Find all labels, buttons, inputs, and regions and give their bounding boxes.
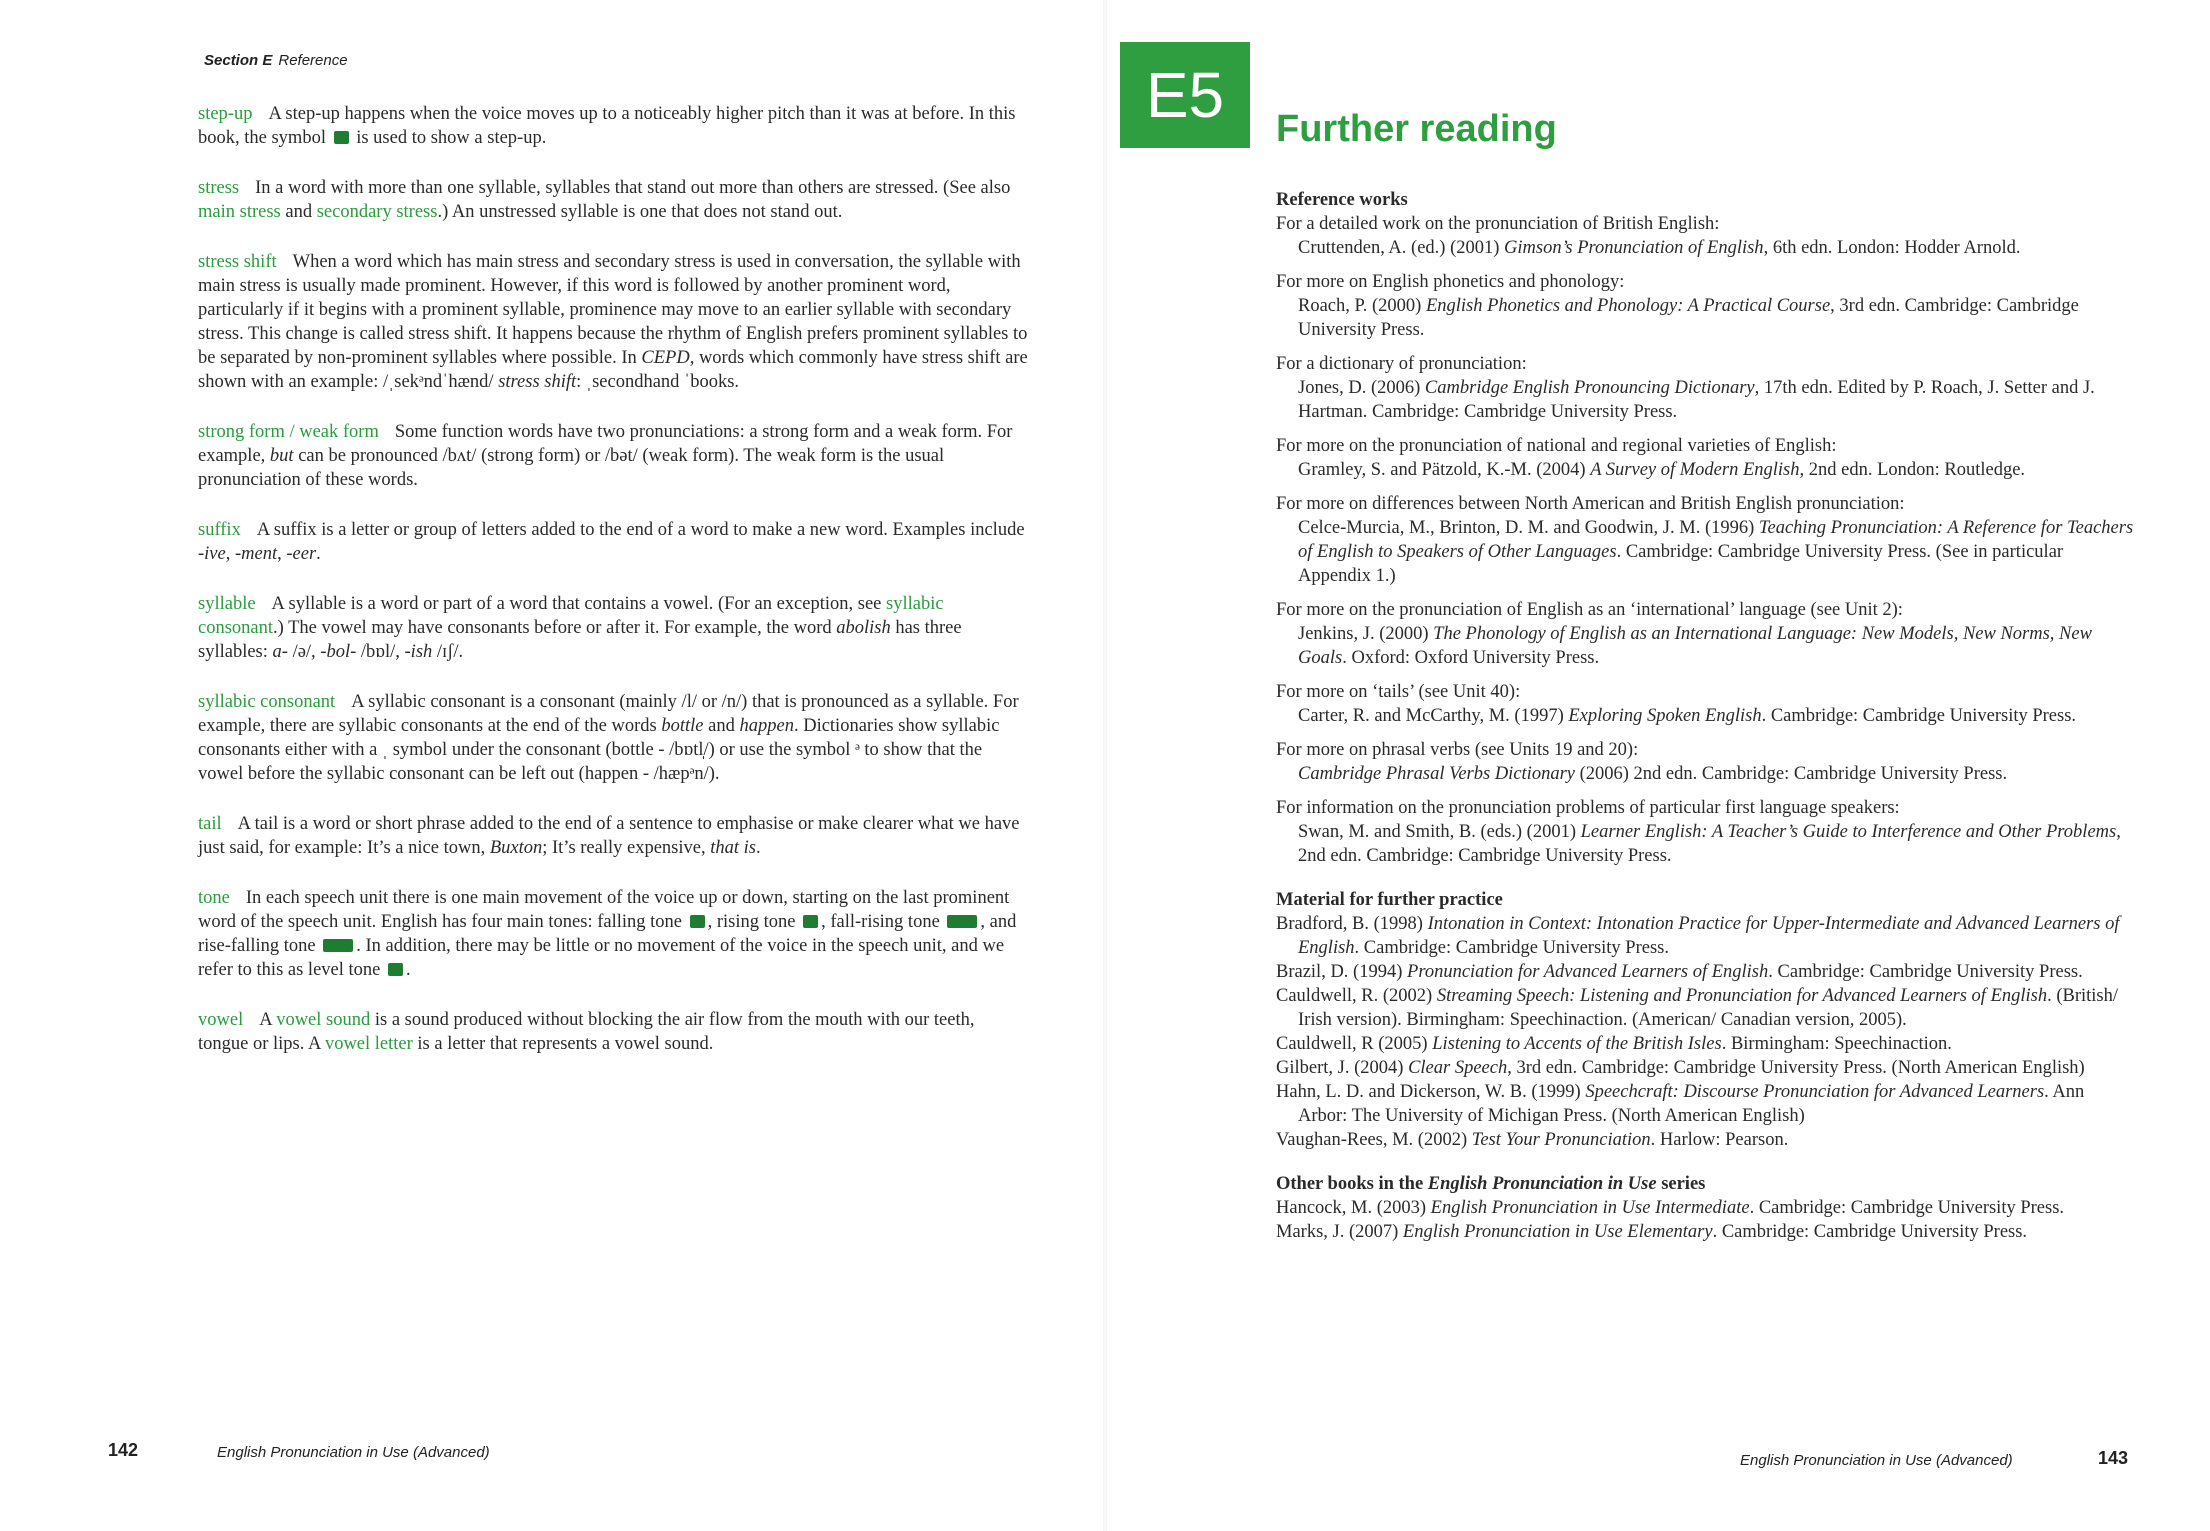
italic-text: -ish [404,642,433,662]
unit-badge: E5 [1120,42,1250,148]
running-head [204,52,348,69]
cross-reference-term: vowel sound [276,1010,371,1030]
text-run: and [280,202,317,222]
reference-intro: For more on phrasal verbs (see Units 19 and 20): [1276,740,1639,760]
text-run: Cauldwell, R. (2002) [1276,986,1437,1006]
text-run: series [1656,1174,1706,1194]
italic-text: A Survey of Modern English [1590,460,1800,480]
text-run: In each speech unit there is one main movement of the voice up or down, starting on the last prominent word of the speech unit. English has four main tones: falling tone [198,888,1010,932]
italic-text: The Phonology of English as an International Language: New Models, New Norms, New Goals [1298,624,2092,668]
italic-text: Pronunciation for Advanced Learners of English [1407,962,1769,982]
italic-text: abolish [836,618,891,638]
italic-text: stress shift [498,372,577,392]
text-run: Cruttenden, A. (ed.) (2001) [1298,238,1505,258]
reading-section [1276,1172,2136,1244]
footer-right [2098,1448,2128,1469]
step-up-symbol-icon [334,131,349,144]
text-run: .) The vowel may have consonants before or after it. For example, the word [273,618,837,638]
italic-text: -ive [198,544,226,564]
reading-section [1276,188,2136,868]
text-run: . [316,544,321,564]
reference-citation [1276,912,2136,960]
reference-intro: For more on the pronunciation of national and regional varieties of English: [1276,436,1837,456]
reference-citation [1276,1220,2136,1244]
italic-text: CEPD [641,348,690,368]
reference-intro: For a dictionary of pronunciation: [1276,354,1527,374]
glossary-term: strong form / weak form [198,422,379,442]
italic-text: -bol- [320,642,357,662]
cross-reference-term: syllabic consonant [198,594,944,638]
reference-citation [1276,1080,2136,1128]
glossary-term: step-up [198,104,253,124]
reference-block [1276,1080,2136,1128]
reference-intro: For information on the pronunciation problems of particular first language speakers: [1276,798,1900,818]
text-run: , 3rd edn. Cambridge: Cambridge University Press. [1298,296,2079,340]
reference-block [1276,738,2136,786]
rising-tone-symbol-icon [803,915,818,928]
reference-block [1276,960,2136,984]
text-run: /bɒl/, [356,642,405,662]
glossary [198,102,1028,1082]
text-run: Jenkins, J. (2000) [1298,624,1434,644]
reference-block [1276,796,2136,868]
reference-citation [1276,1032,2136,1056]
text-run: . Harlow: Pearson. [1650,1130,1789,1150]
text-run: , and rise-falling tone [198,912,1017,956]
italic-text: bottle [661,716,704,736]
text-run: Jones, D. (2006) [1298,378,1425,398]
text-run: Reference works [1276,190,1408,210]
italic-text: Listening to Accents of the British Isles [1432,1034,1722,1054]
reference-citation [1276,984,2136,1032]
text-run: A step-up happens when the voice moves up to a noticeably higher pitch than it was at before. In this book, the symbol [198,104,1016,148]
text-run: . Cambridge: Cambridge University Press. [1354,938,1669,958]
text-run: is a letter that represents a vowel sound. [412,1034,714,1054]
glossary-entry [198,1008,1028,1056]
section-heading [1276,188,2136,212]
fall-rising-tone-symbol-icon [947,915,977,928]
glossary-entry [198,102,1028,150]
glossary-term: syllable [198,594,256,614]
reference-block [1276,270,2136,342]
reference-citation [1276,622,2136,670]
italic-text: English Pronunciation in Use Elementary [1402,1222,1713,1242]
italic-text: English Phonetics and Phonology: A Practical Course [1425,296,1831,316]
reference-citation [1276,704,2136,728]
footer-left [108,1440,138,1461]
reference-citation [1276,820,2136,868]
italic-text: Learner English: A Teacher’s Guide to Interference and Other Problems [1580,822,2117,842]
text-run: : ˌsecondhand ˈbooks. [576,372,740,392]
glossary-entry [198,592,1028,664]
italic-text: Intonation in Context: Intonation Practice for Upper-Intermediate and Advanced Learners of English [1298,914,2120,958]
text-run: Vaughan-Rees, M. (2002) [1276,1130,1472,1150]
footer-book-title-right: English Pronunciation in Use (Advanced) [1740,1452,2013,1469]
text-run: Material for further practice [1276,890,1503,910]
cross-reference-term: main stress [198,202,281,222]
glossary-term: syllabic consonant [198,692,336,712]
italic-text: Clear Speech [1408,1058,1508,1078]
italic-text: Gimson’s Pronunciation of English [1504,238,1764,258]
text-run: ; It’s really expensive, [542,838,711,858]
text-run: . Cambridge: Cambridge University Press. (See in particular Appendix 1.) [1298,542,2064,586]
text-run: . Birmingham: Speechinaction. [1721,1034,1952,1054]
text-run: In a word with more than one syllable, syllables that stand out more than others are stressed. (See also [255,178,1011,198]
reference-block [1276,352,2136,424]
section-label: Section E [204,52,273,69]
text-run: Carter, R. and McCarthy, M. (1997) [1298,706,1569,726]
reference-block [1276,1220,2136,1244]
text-run: A [259,1010,277,1030]
glossary-term: stress [198,178,240,198]
italic-text: happen [739,716,794,736]
text-run: Roach, P. (2000) [1298,296,1426,316]
reference-citation [1276,762,2136,786]
reference-citation [1276,236,2136,260]
text-run: Hancock, M. (2003) [1276,1198,1431,1218]
page-number-left: 142 [108,1440,139,1460]
text-run: A syllabic consonant is a consonant (mainly /l/ or /n/) that is pronounced as a syllable. For example, there are syllabic consonants at the end of the words [198,692,1019,736]
reference-citation [1276,1196,2136,1220]
text-run: Gilbert, J. (2004) [1276,1058,1409,1078]
text-run: . [755,838,761,858]
italic-text: English Pronunciation in Use Intermediate [1430,1198,1750,1218]
glossary-term: stress shift [198,252,277,272]
reading-section [1276,888,2136,1152]
text-run: , words which commonly have stress shift are shown with an example: /ˌsekᵊndˈhænd/ [198,348,1028,392]
text-run: /ə/, [287,642,321,662]
text-run: , fall-rising tone [821,912,945,932]
glossary-entry [198,250,1028,394]
reference-citation [1276,294,2136,342]
section-heading [1276,1172,2136,1196]
text-run: has three syllables: [198,618,962,662]
glossary-term: vowel [198,1010,244,1030]
reference-citation [1276,376,2136,424]
italic-text: -ment [234,544,278,564]
text-run: and [703,716,740,736]
glossary-entry [198,518,1028,566]
reference-block [1276,598,2136,670]
reference-block [1276,1032,2136,1056]
text-run: Celce-Murcia, M., Brinton, D. M. and Goodwin, J. M. (1996) [1298,518,1759,538]
reference-block [1276,680,2136,728]
text-run: A tail is a word or short phrase added to the end of a sentence to emphasise or make clearer what we have just said, for example: It’s a nice town, [198,814,1020,858]
glossary-entry [198,690,1028,786]
reference-intro: For more on English phonetics and phonology: [1276,272,1625,292]
page-number-right: 143 [2098,1448,2129,1468]
text-run: . [406,960,411,980]
italic-text: Cambridge Phrasal Verbs Dictionary [1298,764,1575,784]
text-run: (2006) 2nd edn. Cambridge: Cambridge University Press. [1574,764,2008,784]
text-run: . Cambridge: Cambridge University Press. [1749,1198,2065,1218]
text-run: A syllable is a word or part of a word that contains a vowel. (For an exception, see [271,594,886,614]
text-run: , 17th edn. Edited by P. Roach, J. Setter and J. Hartman. Cambridge: Cambridge University Press. [1298,378,2095,422]
text-run: .) An unstressed syllable is one that does not stand out. [437,202,843,222]
glossary-term: suffix [198,520,241,540]
text-run: /ɪʃ/. [432,642,464,662]
glossary-entry [198,812,1028,860]
level-tone-symbol-icon [388,963,403,976]
glossary-entry [198,886,1028,982]
text-run: , 2nd edn. Cambridge: Cambridge University Press. [1298,822,2121,866]
italic-text: a- [272,642,288,662]
reference-block [1276,492,2136,588]
italic-text: Teaching Pronunciation: A Reference for Teachers of English to Speakers of Other Languages [1298,518,2134,562]
text-run: When a word which has main stress and secondary stress is used in conversation, the syllable with main stress is usually made prominent. However, if this word is followed by another prominent word, particularly if it begins with a prominent syllable, prominence may move to an earlier syllable with secondary stress. This change is called stress shift. It happens because the rhythm of English prefers prominent syllables to be separated by non-prominent syllables where possible. In [198,252,1028,368]
text-run: . In addition, there may be little or no movement of the voice in the speech unit, and we refer to this as level tone [198,936,1005,980]
reference-intro: For a detailed work on the pronunciation of British English: [1276,214,1720,234]
italic-text: that is [710,838,756,858]
footer-book-title-left: English Pronunciation in Use (Advanced) [217,1444,490,1461]
italic-text: but [269,446,294,466]
italic-text: Streaming Speech: Listening and Pronunciation for Advanced Learners of English [1436,986,2048,1006]
text-run: . Oxford: Oxford University Press. [1342,648,1600,668]
italic-text: Test Your Pronunciation [1471,1130,1651,1150]
italic-text: Cambridge English Pronouncing Dictionary [1424,378,1755,398]
text-run: , rising tone [707,912,801,932]
falling-tone-symbol-icon [690,915,705,928]
reference-block [1276,1128,2136,1152]
italic-text: -eer [286,544,317,564]
text-run: , [277,544,287,564]
text-run: . Ann Arbor: The University of Michigan Press. (North American English) [1298,1082,2085,1126]
reference-citation [1276,458,2136,482]
glossary-entry [198,420,1028,492]
text-run: . (British/ Irish version). Birmingham: Speechinaction. (American/ Canadian version, 2005). [1298,986,2119,1030]
rise-falling-tone-symbol-icon [323,939,353,952]
text-run: Brazil, D. (1994) [1276,962,1408,982]
text-run: Gramley, S. and Pätzold, K.-M. (2004) [1298,460,1591,480]
text-run: Cauldwell, R (2005) [1276,1034,1433,1054]
cross-reference-term: vowel letter [324,1034,413,1054]
reference-citation [1276,1128,2136,1152]
text-run: Swan, M. and Smith, B. (eds.) (2001) [1298,822,1581,842]
italic-text: Exploring Spoken English [1568,706,1762,726]
reference-citation [1276,516,2136,588]
text-run: can be pronounced /bʌt/ (strong form) or /bət/ (weak form). The weak form is the usual pronunciation of these words. [198,446,945,490]
reference-block [1276,212,2136,260]
text-run: Marks, J. (2007) [1276,1222,1403,1242]
text-run: , 2nd edn. London: Routledge. [1799,460,2026,480]
text-run: . Cambridge: Cambridge University Press. [1761,706,2077,726]
section-title: Reference [278,52,348,69]
italic-text: Speechcraft: Discourse Pronunciation for Advanced Learners [1585,1082,2045,1102]
text-run: is used to show a step-up. [351,128,547,148]
reference-block [1276,434,2136,482]
reference-citation [1276,960,2136,984]
text-run: . Cambridge: Cambridge University Press. [1712,1222,2028,1242]
glossary-entry [198,176,1028,224]
text-run: A suffix is a letter or group of letters added to the end of a word to make a new word. Examples include [256,520,1025,540]
glossary-term: tail [198,814,222,834]
text-run: . Dictionaries show syllabic consonants either with a ˌ symbol under the consonant (bottle - /bɒtl̩/) or use the symbol ᵊ to show that the vowel before the syllabic consonant can be left out (happen - /hæpᵊn/). [198,716,1000,784]
reference-block [1276,1196,2136,1220]
text-run: Some function words have two pronunciations: a strong form and a weak form. For example, [198,422,1013,466]
reference-intro: For more on differences between North American and British English pronunciation: [1276,494,1905,514]
text-run: is a sound produced without blocking the air flow from the mouth with our teeth, tongue or lips. A [198,1010,975,1054]
cross-reference-term: secondary stress [316,202,438,222]
reference-intro: For more on ‘tails’ (see Unit 40): [1276,682,1521,702]
text-run: , 3rd edn. Cambridge: Cambridge University Press. (North American English) [1507,1058,2085,1078]
reference-citation [1276,1056,2136,1080]
italic-text: English Pronunciation in Use [1427,1174,1657,1194]
text-run: , 6th edn. London: Hodder Arnold. [1763,238,2021,258]
section-heading [1276,888,2136,912]
text-run: Hahn, L. D. and Dickerson, W. B. (1999) [1276,1082,1586,1102]
unit-title: Further reading [1276,108,1557,150]
text-run: Bradford, B. (1998) [1276,914,1428,934]
further-reading [1276,180,2136,1264]
text-run: . Cambridge: Cambridge University Press. [1768,962,2083,982]
glossary-term: tone [198,888,230,908]
reference-intro: For more on the pronunciation of English as an ‘international’ language (see Unit 2): [1276,600,1903,620]
text-run: Other books in the [1276,1174,1428,1194]
reference-block [1276,1056,2136,1080]
reference-block [1276,984,2136,1032]
reference-block [1276,912,2136,960]
italic-text: Buxton [489,838,543,858]
text-run: , [225,544,235,564]
